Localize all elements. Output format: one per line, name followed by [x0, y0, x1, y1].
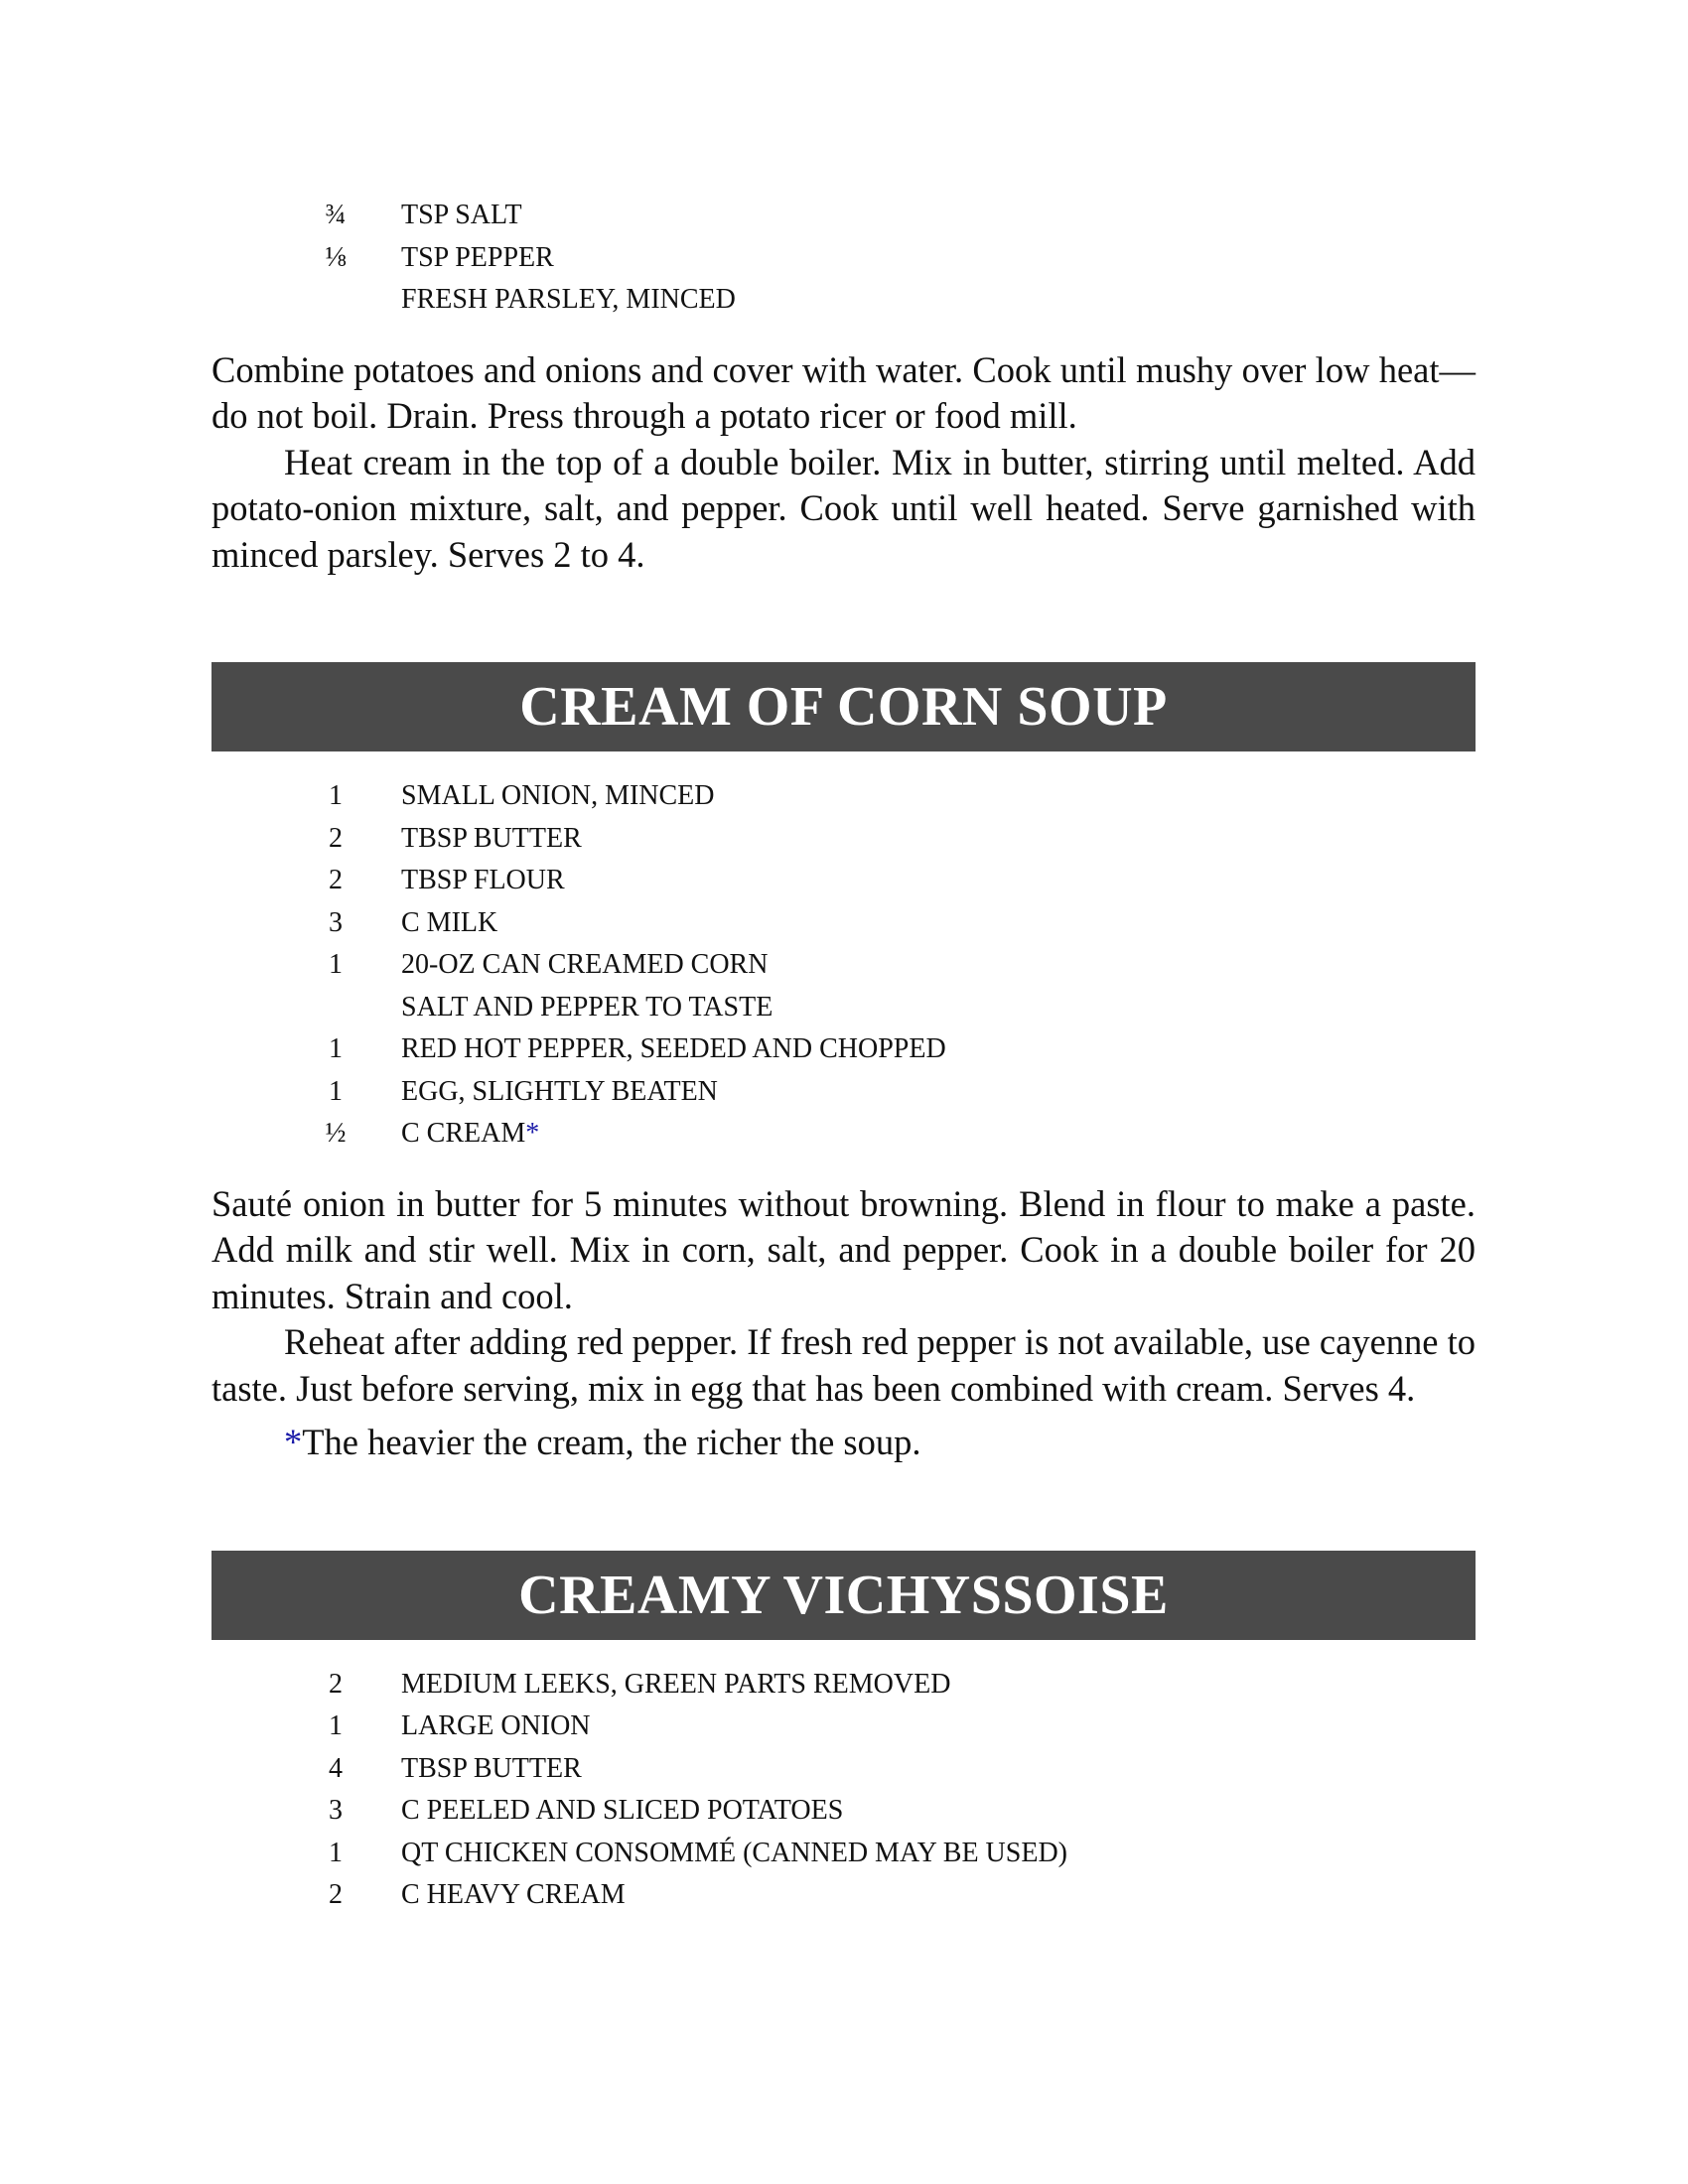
ingredient-item: TBSP FLOUR — [401, 865, 565, 895]
ingredient-item: C MILK — [401, 906, 498, 938]
instruction-paragraph: Sauté onion in butter for 5 minutes without browning. Blend in flour to make a paste. Add milk and stir well. Mix in corn, salt, and pepper. Cook in a double boiler for 20 minutes. Strain and cool. — [211, 1182, 1476, 1316]
instruction-paragraph: Heat cream in the top of a double boiler. Mix in butter, stirring until melted. Add potato-onion mixture, salt, and pepper. Cook until well heated. Serve garnished with minced parsley. Serves 2 to 4. — [211, 441, 1476, 575]
ingredient-row — [211, 1706, 1476, 1748]
ingredient-item: MEDIUM LEEKS, GREEN PARTS REMOVED — [401, 1668, 951, 1700]
ingredient-row — [211, 902, 1476, 945]
ingredient-qty: 2 — [329, 1879, 343, 1910]
ingredient-item: FRESH PARSLEY, MINCED — [401, 284, 736, 315]
ingredient-item: EGG, SLIGHTLY BEATEN — [401, 1075, 718, 1107]
recipe-title-banner: CREAM OF CORN SOUP — [211, 662, 1476, 751]
ingredient-list-corn — [211, 775, 1476, 1156]
recipe-title-banner: CREAMY VICHYSSOISE — [211, 1551, 1476, 1640]
footnote-marker: * — [525, 1118, 540, 1149]
footnote-marker: * — [284, 1422, 303, 1462]
ingredient-item: C PEELED AND SLICED POTATOES — [401, 1795, 844, 1826]
ingredient-qty: 1 — [329, 1837, 343, 1868]
instruction-paragraph: Reheat after adding red pepper. If fresh red pepper is not available, use cayenne to taste. Just before serving, mix in egg that has been combined with cream. Serves 4. — [211, 1321, 1476, 1409]
ingredient-row — [211, 237, 1476, 280]
ingredient-qty: 1 — [329, 1710, 343, 1741]
ingredient-item: TSP PEPPER — [401, 241, 554, 273]
ingredient-text: C CREAM — [401, 1118, 526, 1149]
ingredient-item: TBSP BUTTER — [401, 822, 582, 854]
ingredient-qty: ¾ — [325, 200, 347, 230]
ingredient-row — [211, 1664, 1476, 1706]
ingredient-list-prev — [211, 195, 1476, 322]
ingredient-item: TBSP BUTTER — [401, 1752, 582, 1784]
ingredient-item: C HEAVY CREAM — [401, 1879, 626, 1910]
ingredient-qty: 1 — [329, 1033, 343, 1064]
ingredient-qty: 3 — [329, 906, 343, 938]
ingredient-qty: 3 — [329, 1795, 343, 1826]
instruction-paragraph: Combine potatoes and onions and cover with water. Cook until mushy over low heat—do not boil. Drain. Press through a potato ricer or food mill. — [211, 348, 1476, 436]
ingredient-qty: ½ — [325, 1118, 347, 1149]
ingredient-row — [211, 987, 1476, 1029]
ingredient-qty: ⅛ — [325, 241, 347, 273]
ingredient-qty: 2 — [329, 822, 343, 854]
ingredient-row — [211, 1833, 1476, 1875]
ingredient-row — [211, 1113, 1476, 1156]
ingredient-item: SMALL ONION, MINCED — [401, 780, 715, 811]
ingredient-item — [401, 1113, 539, 1156]
ingredient-row — [211, 1874, 1476, 1917]
ingredient-item: SALT AND PEPPER TO TASTE — [401, 991, 774, 1023]
ingredient-row — [211, 860, 1476, 902]
ingredient-item: 20-OZ CAN CREAMED CORN — [401, 949, 769, 980]
ingredient-item: QT CHICKEN CONSOMMÉ (CANNED MAY BE USED) — [401, 1837, 1068, 1868]
ingredient-row — [211, 1028, 1476, 1071]
ingredient-qty: 2 — [329, 1668, 343, 1700]
ingredient-row — [211, 775, 1476, 818]
ingredient-row — [211, 1071, 1476, 1114]
ingredient-item: RED HOT PEPPER, SEEDED AND CHOPPED — [401, 1033, 946, 1064]
ingredient-qty: 4 — [329, 1752, 343, 1784]
ingredient-qty: 1 — [329, 949, 343, 980]
ingredient-item: LARGE ONION — [401, 1710, 591, 1741]
ingredient-qty: 1 — [329, 780, 343, 811]
ingredient-row — [211, 279, 1476, 322]
footnote-text: The heavier the cream, the richer the soup. — [302, 1422, 921, 1462]
footnote — [211, 1420, 1476, 1466]
ingredient-item: TSP SALT — [401, 200, 522, 230]
ingredient-row — [211, 1748, 1476, 1791]
ingredient-qty: 1 — [329, 1075, 343, 1107]
ingredient-list-vichyssoise — [211, 1664, 1476, 1917]
page-content — [211, 195, 1476, 1917]
ingredient-row — [211, 944, 1476, 987]
ingredient-row — [211, 818, 1476, 861]
ingredient-qty: 2 — [329, 865, 343, 895]
ingredient-row — [211, 1790, 1476, 1833]
ingredient-row — [211, 195, 1476, 237]
